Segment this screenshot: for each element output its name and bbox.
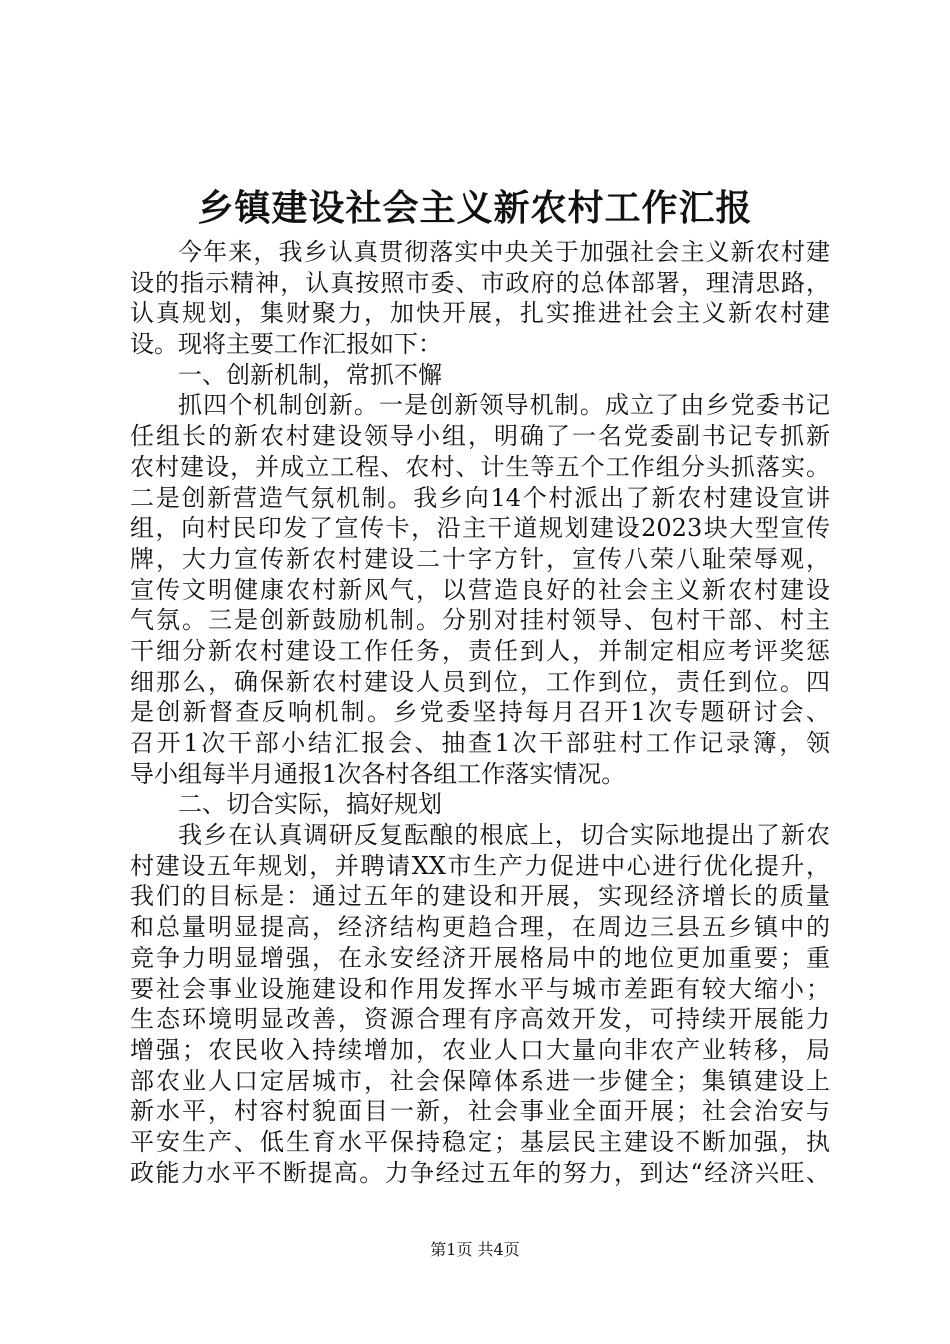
body-line: 平安生产、低生育水平保持稳定；基层民主建设不断加强，执 <box>130 1127 830 1156</box>
body-line: 认真规划，集财聚力，加快开展，扎实推进社会主义新农村建 <box>130 299 830 328</box>
page-footer: 第1页 共4页 <box>430 1240 520 1259</box>
body-line: 召开1次干部小结汇报会、抽查1次干部驻村工作记录簿，领 <box>130 729 830 757</box>
body-line: 我们的目标是：通过五年的建设和开展，实现经济增长的质量 <box>130 882 830 911</box>
body-line: 部农业人口定居城市，社会保障体系进一步健全；集镇建设上 <box>130 1066 830 1095</box>
body-line: 宣传文明健康农村新风气，以营造良好的社会主义新农村建设 <box>130 575 830 604</box>
body-line: 组，向村民印发了宣传卡，沿主干道规划建设2023块大型宣传 <box>130 514 830 543</box>
body-line: 导小组每半月通报1次各村各组工作落实情况。 <box>130 759 626 788</box>
body-line: 和总量明显提高，经济结构更趋合理，在周边三县五乡镇中的 <box>130 913 830 942</box>
body-line: 设的指示精神，认真按照市委、市政府的总体部署，理清思路， <box>130 268 830 297</box>
body-line: 今年来，我乡认真贯彻落实中央关于加强社会主义新农村建 <box>178 238 830 266</box>
body-line: 村建设五年规划，并聘请XX市生产力促进中心进行优化提升， <box>130 851 830 880</box>
body-line: 政能力水平不断提高。力争经过五年的努力，到达“经济兴旺、 <box>130 1158 830 1187</box>
body-line: 任组长的新农村建设领导小组，明确了一名党委副书记专抓新 <box>130 422 830 451</box>
document-body <box>130 237 830 1188</box>
body-line: 牌，大力宣传新农村建设二十字方针，宣传八荣八耻荣辱观， <box>130 544 830 573</box>
body-line: 干细分新农村建设工作任务，责任到人，并制定相应考评奖惩 <box>130 636 830 665</box>
body-line: 二是创新营造气氛机制。我乡向14个村派出了新农村建设宣讲 <box>130 483 830 512</box>
body-line: 农村建设，并成立工程、农村、计生等五个工作组分头抓落实。 <box>130 452 830 481</box>
body-line: 要社会事业设施建设和作用发挥水平与城市差距有较大缩小； <box>130 974 830 1003</box>
body-line: 气氛。三是创新鼓励机制。分别对挂村领导、包村干部、村主 <box>130 606 830 635</box>
document-title: 乡镇建设社会主义新农村工作汇报 <box>197 187 753 229</box>
body-line: 细那么，确保新农村建设人员到位，工作到位，责任到位。四 <box>130 667 830 696</box>
section-heading: 二、切合实际，搞好规划 <box>178 790 442 819</box>
body-line: 是创新督查反响机制。乡党委坚持每月召开1次专题研讨会、 <box>130 698 830 727</box>
body-line: 生态环境明显改善，资源合理有序高效开发，可持续开展能力 <box>130 1005 830 1034</box>
body-line: 竞争力明显增强，在永安经济开展格局中的地位更加重要；重 <box>130 943 830 972</box>
body-line: 我乡在认真调研反复酝酿的根底上，切合实际地提出了新农 <box>178 821 830 850</box>
body-line: 抓四个机制创新。一是创新领导机制。成立了由乡党委书记 <box>178 391 830 420</box>
body-line: 新水平，村容村貌面目一新，社会事业全面开展；社会治安与 <box>130 1097 830 1126</box>
body-line: 增强；农民收入持续增加，农业人口大量向非农产业转移，局 <box>130 1035 830 1064</box>
body-line: 设。现将主要工作汇报如下： <box>130 330 442 359</box>
section-heading: 一、创新机制，常抓不懈 <box>178 360 442 389</box>
